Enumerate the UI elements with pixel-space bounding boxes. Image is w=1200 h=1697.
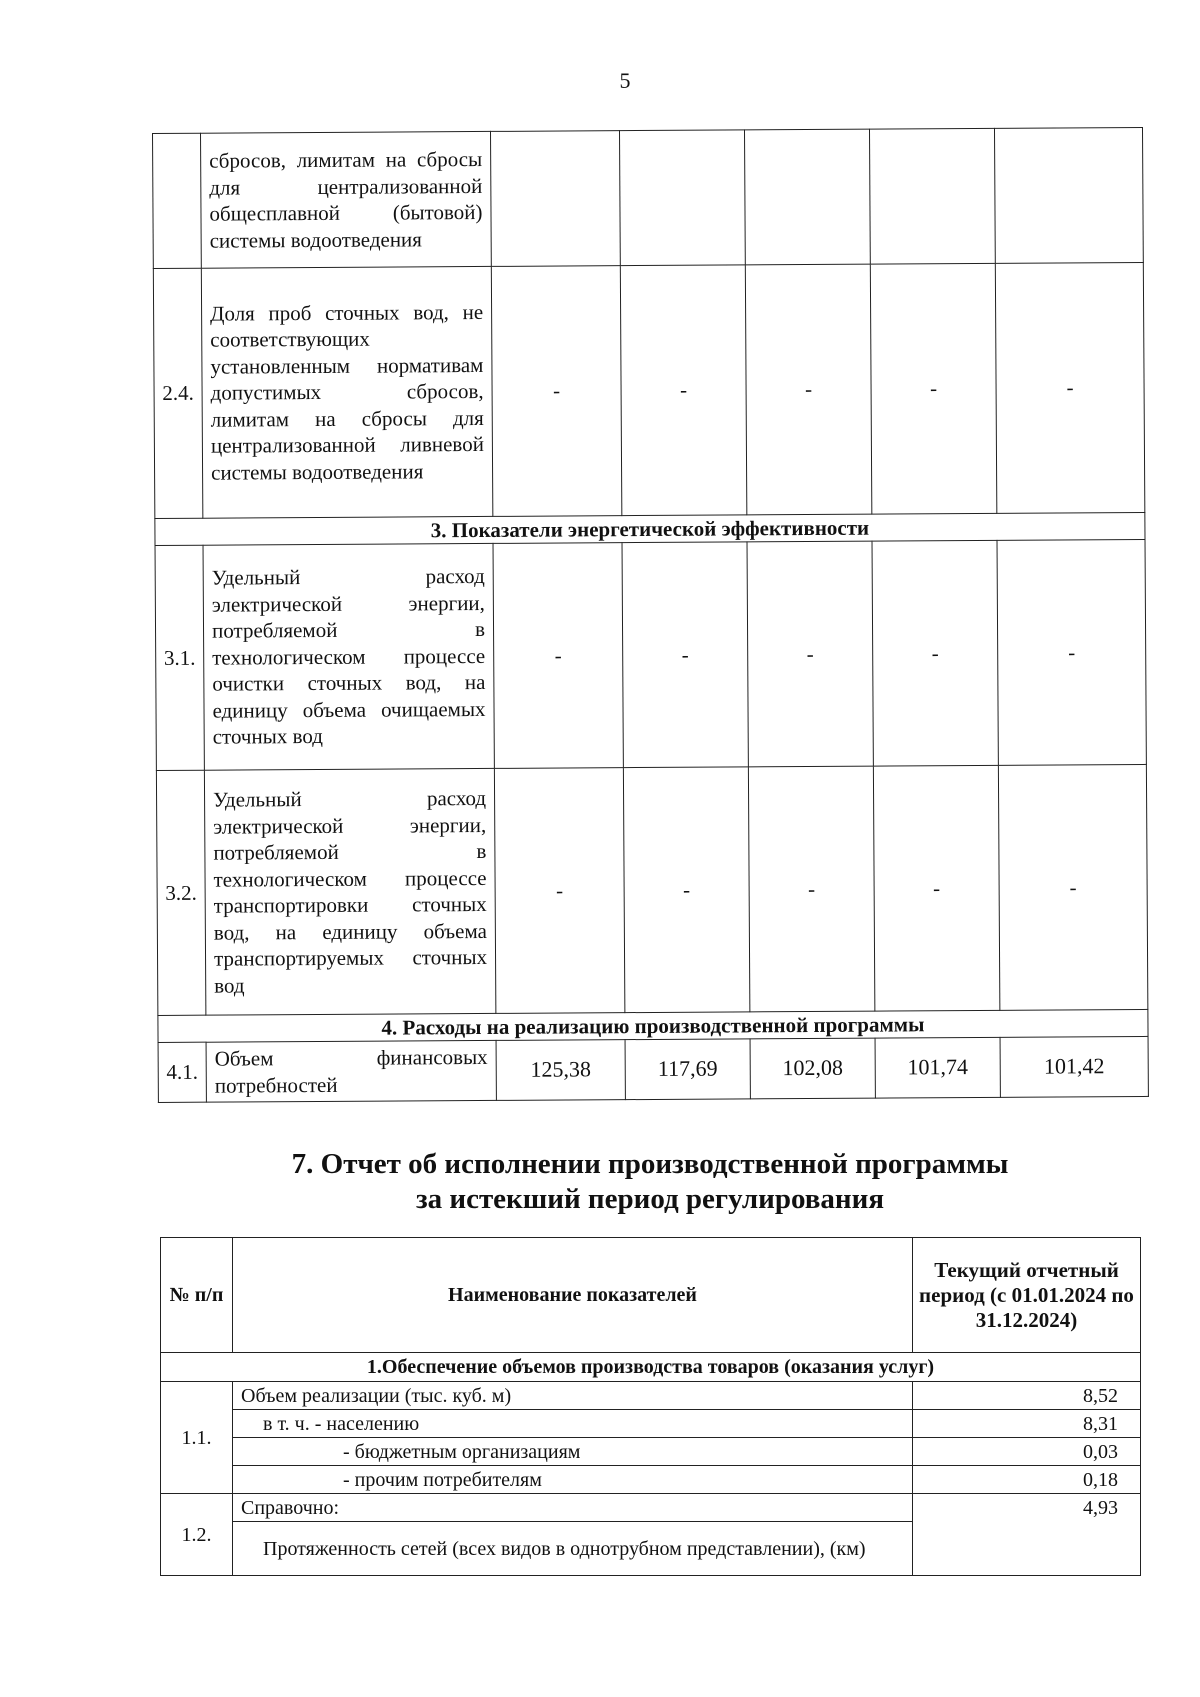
table-row	[161, 1410, 1141, 1438]
indicators-table	[152, 127, 1149, 1103]
row-value: -	[995, 262, 1145, 513]
row-value: 102,08	[750, 1038, 875, 1099]
row-value: -	[997, 539, 1146, 765]
header-period: Текущий отчетный период (с 01.01.2024 по 31.12.2024)	[913, 1238, 1141, 1353]
row-number: 2.4.	[153, 268, 203, 518]
section-title: 3. Показатели энергетической эффективности	[155, 512, 1145, 545]
row-name: Удельный расход электрической энергии, потребляемой в технологическом процессе очистки сточных вод, на единицу объема очищаемых сточных вод	[203, 543, 494, 770]
table-row	[156, 764, 1147, 1015]
row-name: Объем финансовых потребностей	[206, 1040, 496, 1102]
row-value: 4,93	[913, 1494, 1141, 1576]
row-number: 4.1.	[158, 1042, 206, 1102]
row-name: Удельный расход электрической энергии, потребляемой в технологическом процессе транспортировки сточных вод, на единицу объема транспортируемых сточных вод	[204, 768, 495, 1015]
row-value: -	[491, 266, 622, 517]
table-row	[155, 539, 1146, 770]
row-value: -	[873, 765, 999, 1011]
row-number: 3.2.	[156, 770, 205, 1015]
header-num: № п/п	[161, 1238, 233, 1353]
row-number: 3.1.	[155, 545, 204, 770]
report-table	[160, 1237, 1141, 1576]
row-value: -	[870, 263, 997, 514]
row-value	[619, 130, 745, 266]
page-number: 5	[619, 68, 631, 93]
row-value	[869, 128, 995, 264]
row-label: в т. ч. - населению	[233, 1410, 913, 1438]
row-value: 101,74	[875, 1037, 1000, 1098]
row-label: Справочно:	[233, 1494, 913, 1522]
row-value	[490, 131, 620, 267]
row-label: Протяженность сетей (всех видов в однотрубном представлении), (км)	[233, 1522, 913, 1576]
header-row	[161, 1238, 1141, 1353]
row-value	[744, 129, 870, 265]
row-number	[153, 133, 202, 268]
row-value: -	[494, 768, 624, 1014]
row-value: 101,42	[1000, 1036, 1148, 1097]
table-row	[161, 1438, 1141, 1466]
row-value: -	[622, 542, 748, 768]
row-value	[994, 127, 1143, 263]
row-value: -	[998, 764, 1147, 1010]
row-value: -	[747, 541, 873, 767]
section-row	[161, 1353, 1141, 1382]
header-name: Наименование показателей	[233, 1238, 913, 1353]
row-number: 1.2.	[161, 1494, 233, 1576]
row-number: 1.1.	[161, 1382, 233, 1494]
row-value: 8,52	[913, 1382, 1141, 1410]
table-row	[153, 127, 1144, 268]
row-value: 0,18	[913, 1466, 1141, 1494]
section-title: 1.Обеспечение объемов производства товаров (оказания услуг)	[161, 1353, 1141, 1382]
table-row	[158, 1036, 1148, 1102]
row-value: -	[620, 265, 747, 516]
row-value: -	[872, 540, 998, 766]
row-value: 117,69	[625, 1039, 750, 1100]
table-row	[161, 1494, 1141, 1522]
row-name: сбросов, лимитам на сбросы для централизованной общесплавной (бытовой) системы водоотведения	[201, 131, 492, 268]
section-title: 4. Расходы на реализацию производственной программы	[158, 1009, 1148, 1042]
row-label: - прочим потребителям	[233, 1466, 913, 1494]
row-value: -	[745, 264, 872, 515]
table-row	[161, 1382, 1141, 1410]
row-value: 0,03	[913, 1438, 1141, 1466]
row-value: 125,38	[496, 1040, 625, 1101]
row-label: - бюджетным организациям	[233, 1438, 913, 1466]
section-heading	[0, 1147, 1200, 1217]
row-value: -	[623, 767, 749, 1013]
row-value: -	[493, 543, 623, 769]
row-value: -	[748, 766, 874, 1012]
table-row	[161, 1466, 1141, 1494]
row-label: Объем реализации (тыс. куб. м)	[233, 1382, 913, 1410]
heading-line-2: за истекший период регулирования	[415, 1183, 885, 1215]
row-name: Доля проб сточных вод, не соответствующих установленным нормативам допустимых сбросов, лимитам на сбросы для централизованной ливневой системы водоотведения	[201, 266, 493, 518]
heading-line-1: 7. Отчет об исполнении производственной программы	[291, 1148, 1009, 1180]
row-value: 8,31	[913, 1410, 1141, 1438]
table-row	[153, 262, 1145, 518]
